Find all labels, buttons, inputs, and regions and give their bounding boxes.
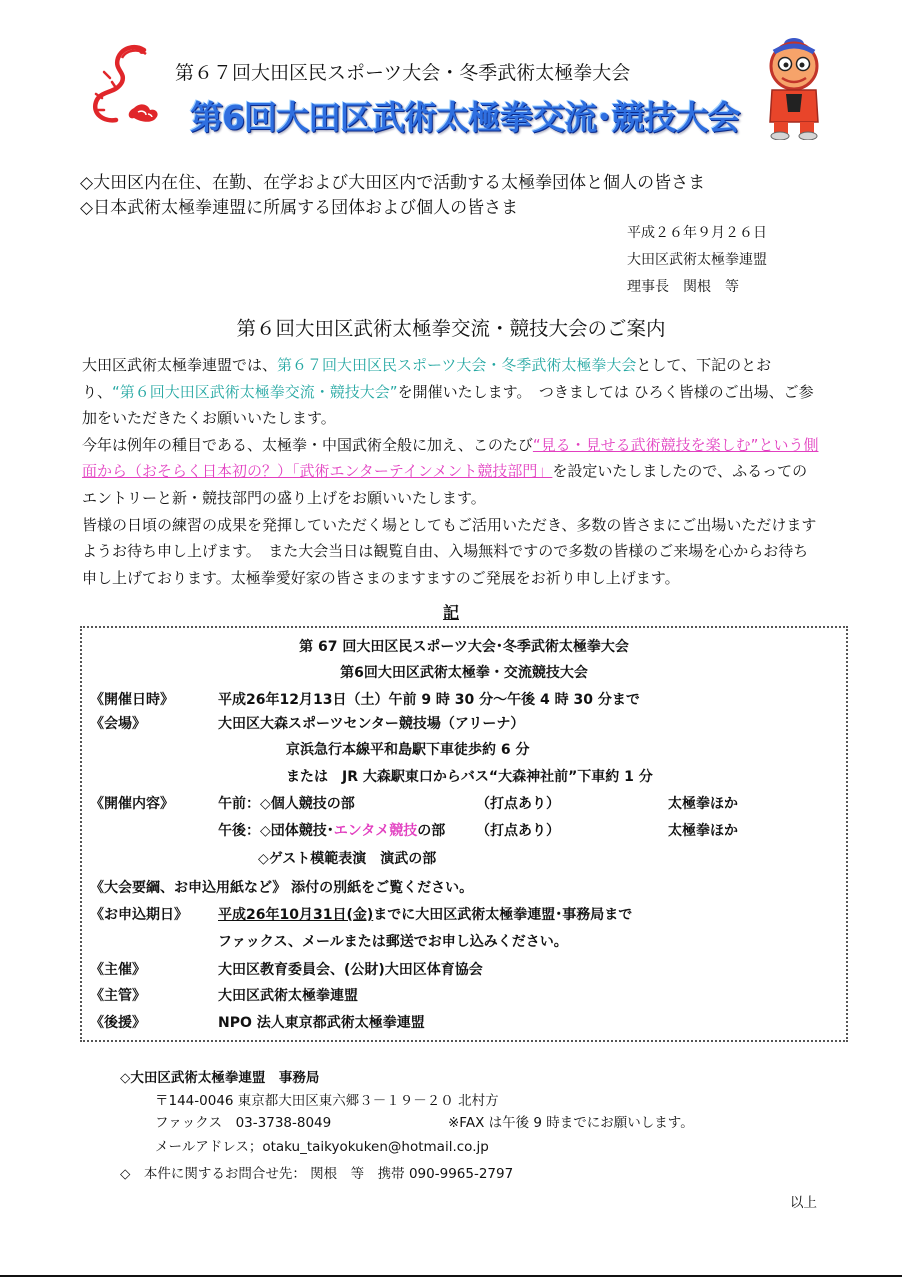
- content-label: 《開催内容》: [90, 796, 174, 812]
- host-label: 《主催》: [90, 962, 146, 978]
- office-email: メールアドレス；otaku_taikyokuken@hotmail.co.jp: [155, 1139, 489, 1155]
- issuer-person: 理事長 関根 等: [627, 279, 739, 295]
- deadline-value: [218, 904, 632, 924]
- mascot-character-icon: [758, 38, 830, 140]
- deadline-label: 《お申込期日》: [90, 907, 188, 923]
- pm-event-text: 午後：◇団体競技･: [218, 823, 334, 839]
- body-text-segment: を設定いたしましたので、ふるってのエントリーと新・競技部門の盛り上げをお願いいたします。: [82, 462, 808, 507]
- access-line-2: または JR 大森駅東口からバス“大森神社前”下車約 1 分: [286, 769, 653, 785]
- body-paragraph-1: [82, 352, 822, 432]
- support-value: NPO 法人東京都武術太極拳連盟: [218, 1015, 425, 1031]
- body-text-segment: 今年は例年の種目である、太極拳・中国武術全般に加え、このたび: [82, 435, 533, 454]
- details-title-1: 第 67 回大田区民スポーツ大会･冬季武術太極拳大会: [299, 639, 629, 655]
- access-line-1: 京浜急行本線平和島駅下車徒歩約 6 分: [286, 742, 530, 758]
- ki-heading: 記: [442, 603, 459, 622]
- closing-mark: 以上: [790, 1195, 817, 1211]
- header-title: 第6回大田区武術太極拳交流･競技大会: [190, 98, 740, 137]
- body-paragraph-2: [82, 432, 822, 512]
- fax-note: ※FAX は午後 9 時までにお願いします。: [448, 1115, 694, 1131]
- venue-label: 《会場》: [90, 716, 146, 732]
- deadline-rest: までに大田区武術太極拳連盟･事務局まで: [373, 907, 633, 923]
- office-title: ◇大田区武術太極拳連盟 事務局: [120, 1070, 320, 1086]
- am-tail: 太極拳ほか: [668, 796, 738, 812]
- dragon-logo-icon: [82, 42, 164, 134]
- date-label: 《開催日時》: [90, 692, 174, 708]
- pm-event-text: の部: [417, 823, 446, 839]
- manage-value: 大田区武術太極拳連盟: [218, 988, 358, 1004]
- audience-line-1: ◇大田区内在住、在勤、在学および大田区内で活動する太極拳団体と個人の皆さま: [80, 173, 706, 193]
- page-bottom-rule: [0, 1275, 902, 1277]
- body-text-segment: 大田区武術太極拳連盟では、: [82, 356, 278, 374]
- issue-date: 平成２６年９月２６日: [627, 225, 767, 241]
- body-text-segment: として、下記のとおり、: [82, 356, 772, 401]
- support-label: 《後援》: [90, 1015, 146, 1031]
- deadline-date: 平成26年10月31日(金): [218, 907, 374, 923]
- pm-tail: 太極拳ほか: [668, 823, 738, 839]
- venue-value: 大田区大森スポーツセンター競技場（アリーナ）: [218, 716, 525, 732]
- pm-event: [218, 820, 445, 840]
- date-value: 平成26年12月13日（土）午前 9 時 30 分～午後 4 時 30 分まで: [218, 692, 640, 708]
- body-paragraph-3: 皆様の日頃の練習の成果を発揮していただく場としてもご活用いただき、多数の皆さまにご出場いただけますようお待ち申し上げます。 また大会当日は観覧自由、入場無料ですので多数の皆様のご来場を心からお待ち申し上げております。太極拳愛好家の皆さまのますますのご発展をお祈り申し上げます。: [82, 515, 817, 587]
- office-address: 〒144-0046 東京都大田区東六郷３－１９－２０ 北村方: [155, 1093, 499, 1109]
- details-title-2: 第6回大田区武術太極拳・交流競技大会: [340, 665, 588, 681]
- issuer-organization: 大田区武術太極拳連盟: [627, 252, 767, 268]
- audience-line-2: ◇日本武術太極拳連盟に所属する団体および個人の皆さま: [80, 198, 519, 218]
- pm-entertainment-highlight: エンタメ競技: [333, 823, 418, 839]
- am-note: （打点あり）: [476, 796, 560, 812]
- highlight-tournament-name: “第６回大田区武術太極拳交流・競技大会”: [112, 382, 398, 401]
- body-text: [82, 352, 822, 591]
- contact-info: ◇ 本件に関するお問合せ先： 関根 等 携帯 090-9965-2797: [120, 1166, 514, 1182]
- documents-note: 《大会要綱、お申込用紙など》 添付の別紙をご覧ください。: [90, 880, 474, 896]
- host-value: 大田区教育委員会、(公財)大田区体育協会: [218, 962, 483, 978]
- details-box: [80, 626, 848, 1042]
- highlight-event-name: 第６７回大田区民スポーツ大会・冬季武術太極拳大会: [277, 356, 637, 374]
- office-fax: ファックス 03-3738-8049: [155, 1115, 332, 1131]
- header-subtitle: 第６７回大田区民スポーツ大会・冬季武術太極拳大会: [175, 62, 631, 84]
- highlight-entertainment-division: “見る・見せる武術競技を楽しむ”という側面から（おそらく日本初の？）「武術エンターテインメント競技部門」: [82, 435, 819, 481]
- document-title: 第６回大田区武術太極拳交流・競技大会のご案内: [236, 317, 666, 340]
- pm-note: （打点あり）: [476, 823, 560, 839]
- manage-label: 《主管》: [90, 988, 146, 1004]
- body-text-segment: を開催いたします。 つきましては ひろく皆様のご出場、ご参加をいただきたくお願いいたします。: [82, 382, 814, 428]
- guest-demo: ◇ゲスト模範表演 演武の部: [258, 851, 437, 867]
- am-event: 午前：◇個人競技の部: [218, 796, 355, 812]
- deadline-method: ファックス、メールまたは郵送でお申し込みください。: [218, 934, 568, 950]
